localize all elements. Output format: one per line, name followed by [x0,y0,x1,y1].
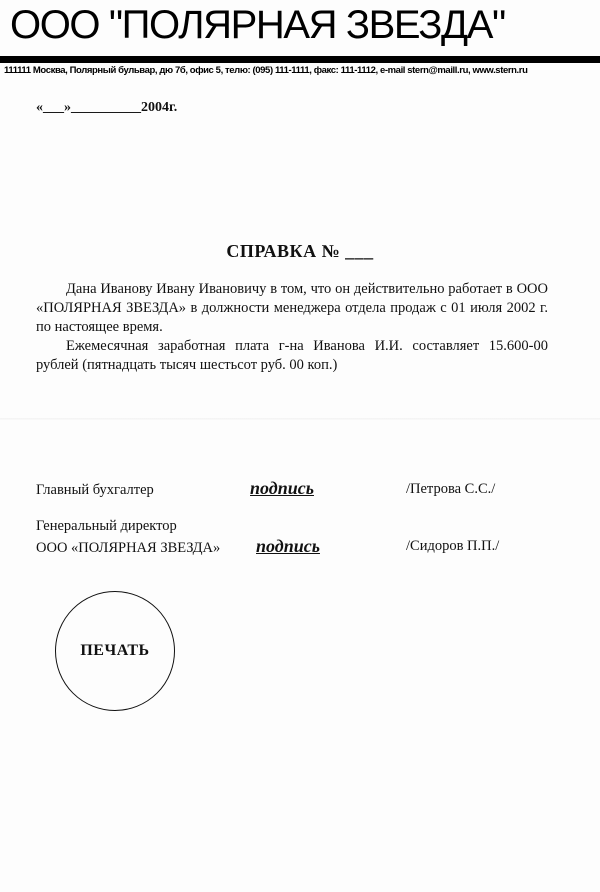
seal-label: ПЕЧАТЬ [80,642,150,659]
date-line: «___»__________2004г. [36,100,178,115]
company-letterhead-title: ООО "ПОЛЯРНАЯ ЗВЕЗДА" [10,3,505,47]
company-address-line: 111111 Москва, Полярный бульвар, дю 7б, офис 5, телю: (095) 111-1111, факс: 111-1112, e-mail stern@maill.ru, www.stern.ru [4,65,528,76]
body-paragraph: Ежемесячная заработная плата г-на Иванова И.И. составляет 15.600-00 рублей (пятнадцать тысяч шестьсот руб. 00 коп.) [36,338,548,373]
paper-fold-line [0,418,600,420]
director-role: Генеральный директор [36,518,177,534]
accountant-name: /Петрова С.С./ [406,481,496,497]
director-organization: ООО «ПОЛЯРНАЯ ЗВЕЗДА» [36,540,221,556]
body-paragraph: Дана Иванову Ивану Ивановичу в том, что он действительно работает в ООО «ПОЛЯРНАЯ ЗВЕЗДА» в должности менеджера отдела продаж с 01 июля 2002 г. по настоящее время. [36,281,548,335]
accountant-role: Главный бухгалтер [36,482,154,498]
seal-stamp [55,591,175,711]
director-name: /Сидоров П.П./ [406,538,500,554]
letterhead-rule [0,56,600,63]
certificate-heading: СПРАВКА № ___ [226,241,374,261]
director-signature-mark: подпись [256,536,320,556]
certificate-body [36,280,548,375]
accountant-signature-mark: подпись [250,478,314,498]
